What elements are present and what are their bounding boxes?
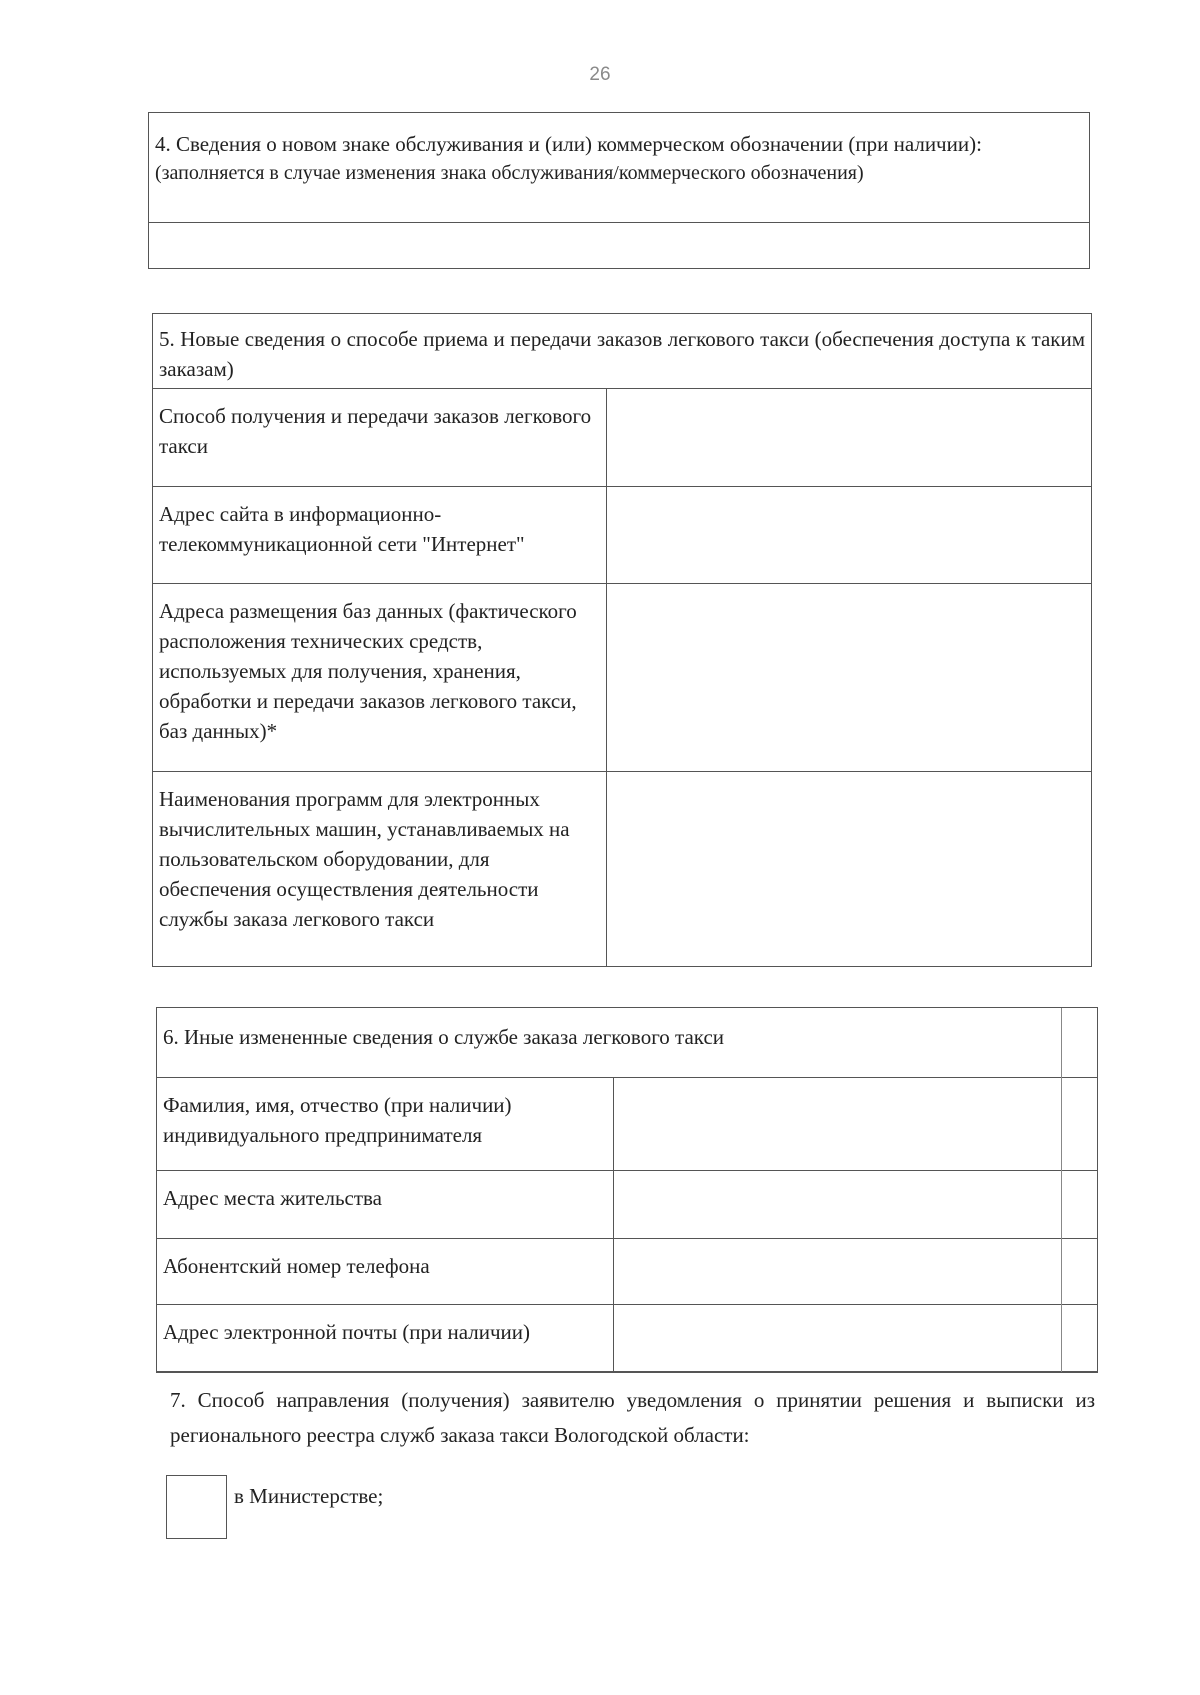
section-6-heading: 6. Иные измененные сведения о службе заказа легкового такси [163,1025,725,1049]
table-row [157,1078,1097,1171]
section-6-table [156,1007,1098,1373]
database-location-field[interactable] [607,584,1091,771]
section-4-table [148,112,1090,269]
residence-address-label: Адрес места жительства [157,1171,614,1238]
entrepreneur-name-label: Фамилия, имя, отчество (при наличии) индивидуального предпринимателя [157,1078,614,1170]
website-address-label: Адрес сайта в информационно-телекоммуникационной сети "Интернет" [153,487,607,583]
order-method-label: Способ получения и передачи заказов легкового такси [153,389,607,486]
ministry-option-label: в Министерстве; [234,1484,384,1508]
service-mark-field[interactable] [149,223,1089,268]
table-row [157,1171,1097,1239]
section-5-heading: 5. Новые сведения о способе приема и передачи заказов легкового такси (обеспечения доступа к таким заказам) [159,327,1085,381]
email-address-field[interactable] [614,1305,1097,1371]
database-location-label: Адреса размещения баз данных (фактического расположения технических средств, используемых для получения, хранения, обработки и передачи заказов легкового такси, баз данных)* [153,584,607,771]
table-row [153,772,1091,966]
software-names-label: Наименования программ для электронных вычислительных машин, устанавливаемых на пользовательском оборудовании, для обеспечения осуществления деятельности службы заказа легкового такси [153,772,607,966]
table-row [157,1239,1097,1305]
website-address-field[interactable] [607,487,1091,583]
table-row [157,1305,1097,1372]
phone-number-label: Абонентский номер телефона [157,1239,614,1304]
section-4-note: (заполняется в случае изменения знака обслуживания/коммерческого обозначения) [155,162,864,184]
software-names-field[interactable] [607,772,1091,966]
section-6-heading-cell [157,1008,1097,1078]
section-5-heading-cell [153,314,1091,389]
ministry-checkbox[interactable] [166,1475,227,1539]
residence-address-field[interactable] [614,1171,1097,1238]
email-address-label: Адрес электронной почты (при наличии) [157,1305,614,1371]
order-method-field[interactable] [607,389,1091,486]
section-7 [170,1383,1095,1453]
entrepreneur-name-field[interactable] [614,1078,1097,1170]
section-4-heading-cell [149,113,1089,223]
phone-number-field[interactable] [614,1239,1097,1304]
table-row [153,487,1091,584]
section-4-heading: 4. Сведения о новом знаке обслуживания и (или) коммерческом обозначении (при наличии): [155,132,982,156]
right-column-divider [1061,1008,1062,1372]
section-5-table [152,313,1092,967]
page-number: 26 [589,64,611,85]
section-7-heading: 7. Способ направления (получения) заявителю уведомления о принятии решения и выписки из регионального реестра служб заказа такси Вологодской области: [170,1388,1095,1447]
table-row [153,389,1091,487]
table-row [153,584,1091,772]
